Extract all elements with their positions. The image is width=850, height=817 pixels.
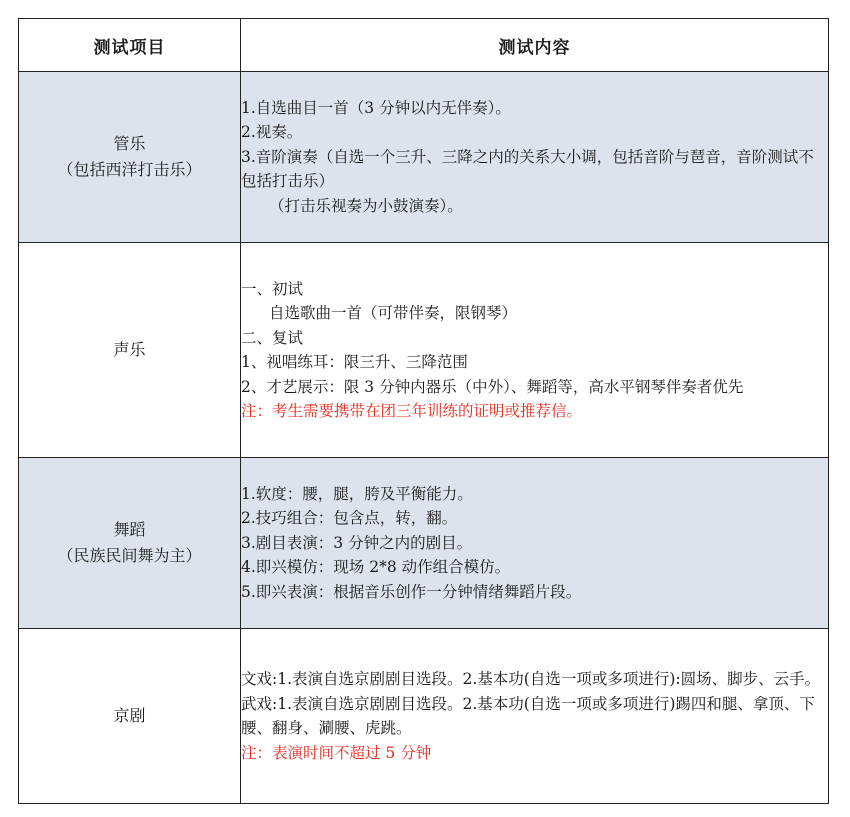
content-line: 5.即兴表演：根据音乐创作一分钟情绪舞蹈片段。 <box>241 582 582 601</box>
content-line: （打击乐视奏为小鼓演奏）。 <box>269 196 463 215</box>
table-row <box>19 243 829 458</box>
item-subtitle: （包括西洋打击乐） <box>57 160 202 179</box>
table-row <box>19 72 829 243</box>
content-line: 自选歌曲一首（可带伴奏，限钢琴） <box>269 304 518 322</box>
content-cell <box>241 629 829 804</box>
item-cell <box>19 458 241 629</box>
item-subtitle: （民族民间舞为主） <box>57 546 202 565</box>
item-name: 舞蹈 <box>113 520 146 539</box>
content-line: 2.视奏。 <box>241 123 303 142</box>
content-line: 4.即兴模仿：现场 2*8 动作组合模仿。 <box>241 558 511 577</box>
content-line: 3.音阶演奏（自选一个三升、三降之内的关系大小调，包括音阶与琶音，音阶测试不包括打击乐） <box>241 147 814 191</box>
item-cell <box>19 243 241 458</box>
item-name: 京剧 <box>113 706 146 725</box>
content-line: 文戏:1.表演自选京剧剧目选段。2.基本功(自选一项或多项进行):圆场、脚步、云手。 <box>241 670 821 688</box>
content-line: 2.技巧组合：包含点，转，翻。 <box>241 509 458 528</box>
content-cell <box>241 72 829 243</box>
item-name: 管乐 <box>113 134 146 153</box>
content-line: 2、才艺展示：限 3 分钟内器乐（中外）、舞蹈等，高水平钢琴伴奏者优先 <box>241 377 744 396</box>
content-line: 1、视唱练耳：限三升、三降范围 <box>241 353 468 371</box>
note-text: 注：考生需要携带在团三年训练的证明或推荐信。 <box>241 402 583 420</box>
table-row <box>19 458 829 629</box>
item-name: 声乐 <box>113 340 146 359</box>
item-cell <box>19 629 241 804</box>
content-line: 武戏:1.表演自选京剧剧目选段。2.基本功(自选一项或多项进行)踢四和腿、拿顶、下腰、翻身、涮腰、虎跳。 <box>241 694 815 737</box>
content-line: 二、复试 <box>241 328 304 347</box>
header-test-content: 测试内容 <box>241 19 829 72</box>
content-line: 3.剧目表演：3 分钟之内的剧目。 <box>241 533 473 552</box>
content-line: 1.软度：腰，腿，胯及平衡能力。 <box>241 484 473 503</box>
header-test-item: 测试项目 <box>19 19 241 72</box>
content-cell <box>241 458 829 629</box>
content-cell <box>241 243 829 458</box>
table-header-row <box>19 19 829 72</box>
note-text: 注：表演时间不超过 5 分钟 <box>241 743 432 762</box>
content-line: 1.自选曲目一首（3 分钟以内无伴奏）。 <box>241 98 511 117</box>
exam-requirements-table <box>18 18 829 804</box>
table-row <box>19 629 829 804</box>
content-line: 一、初试 <box>241 279 304 298</box>
item-cell <box>19 72 241 243</box>
